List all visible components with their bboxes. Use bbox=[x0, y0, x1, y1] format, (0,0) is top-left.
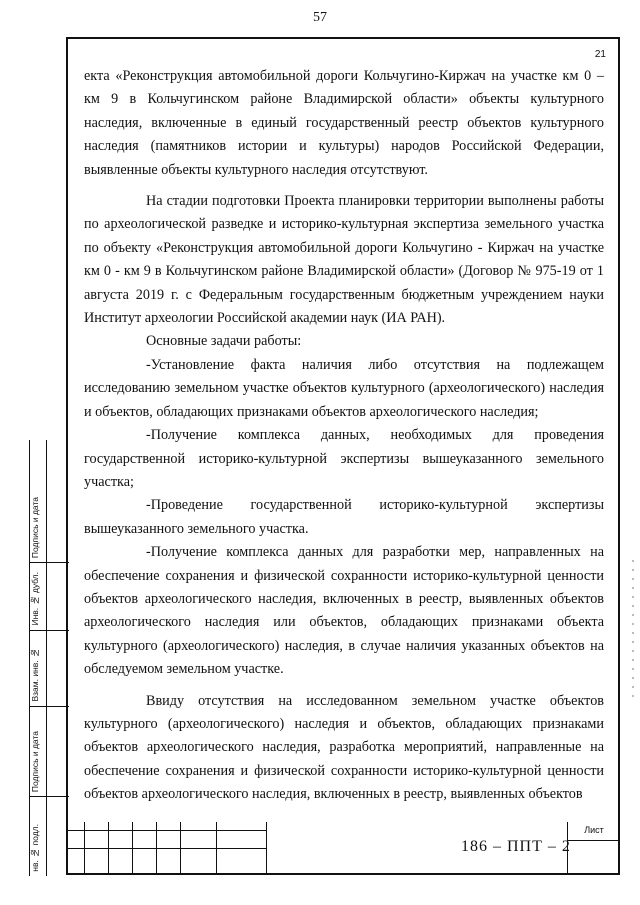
paragraph: -Получение комплекса данных, необходимых для проведения государственной историко-культурной экспертизы вышеуказанного земельного участка; bbox=[84, 427, 604, 490]
title-block-row-line bbox=[66, 830, 266, 831]
title-block bbox=[66, 822, 620, 875]
side-stamp-column bbox=[29, 440, 68, 876]
paragraph: Ввиду отсутствия на исследованном земельном участке объектов культурного (археологического) наследия и объектов, обладающих признаками объектов археологического наследия, разработка мероприятий, направленные на обеспечение сохранения и физической сохранности историко-культурной ценности объектов археологического наследия, включенных в реестр, выявленных объектов bbox=[84, 692, 604, 803]
side-label: Инв. № дубл. bbox=[30, 572, 40, 626]
sheet-number: 21 bbox=[594, 49, 606, 60]
side-cell-signature-date-1 bbox=[30, 440, 69, 563]
side-label: Подпись и дата bbox=[30, 496, 40, 558]
top-page-number: 57 bbox=[313, 10, 327, 25]
page-frame bbox=[66, 37, 620, 875]
sheet-label: Лист bbox=[584, 825, 604, 835]
side-label: нв. № подл. bbox=[30, 824, 40, 872]
document-code: 186 – ППТ – 2 bbox=[461, 838, 571, 855]
paragraph: -Проведение государственной историко-культурной экспертизы вышеуказанного земельного участка. bbox=[84, 497, 604, 537]
title-block-row-line bbox=[66, 848, 266, 849]
document-body bbox=[84, 65, 604, 807]
paragraph: -Установление факта наличия либо отсутствия на подлежащем исследованию земельном участке объектов культурного (археологического) наследия и объектов, обладающих признаками объектов археологического наследия; bbox=[84, 356, 604, 420]
side-cell-replacement-inventory bbox=[30, 630, 69, 707]
side-label: Взам. инв. № bbox=[30, 648, 40, 702]
paragraph: екта «Реконструкция автомобильной дороги Кольчугино-Киржач на участке км 0 – км 9 в Кольчугинском районе Владимирской области» объекты культурного наследия, включенные в единый государственный реестр объектов культурного наследия (памятников истории и культуры) народов Российской Федерации, выявленные объекты культурного наследия отсутствуют. bbox=[84, 68, 604, 178]
sheet-box bbox=[567, 822, 620, 875]
scan-artifact bbox=[632, 560, 634, 700]
paragraph: -Получение комплекса данных для разработки мер, направленных на обеспечение сохранения и физической сохранности историко-культурной ценности объектов археологического наследия, включенных в реестр, выявленных объектов археологического наследия или объектов, обладающих признаками объекта культурного (археологического) наследия, в случае наличия указанных объектов на обследуемом земельном участке. bbox=[84, 544, 604, 678]
side-cell-duplicate-inventory bbox=[30, 562, 69, 631]
paragraph: Основные задачи работы: bbox=[146, 333, 302, 350]
paragraph: На стадии подготовки Проекта планировки территории выполнены работы по археологической разведке и историко-культурная экспертиза земельного участка по объекту «Реконструкция автомобильной дороги Кольчугино - Киржач на участке км 0 - км 9 в Кольчугинском районе Владимирской области» (Договор № 975-19 от 1 августа 2019 г. с Федеральным государственным бюджетным учреждением науки Институт археологии Российской академии наук (ИА РАН). bbox=[84, 193, 604, 327]
side-label: Подпись и дата bbox=[30, 730, 40, 792]
side-cell-original-inventory bbox=[30, 796, 69, 876]
side-cell-signature-date-2 bbox=[30, 706, 69, 797]
